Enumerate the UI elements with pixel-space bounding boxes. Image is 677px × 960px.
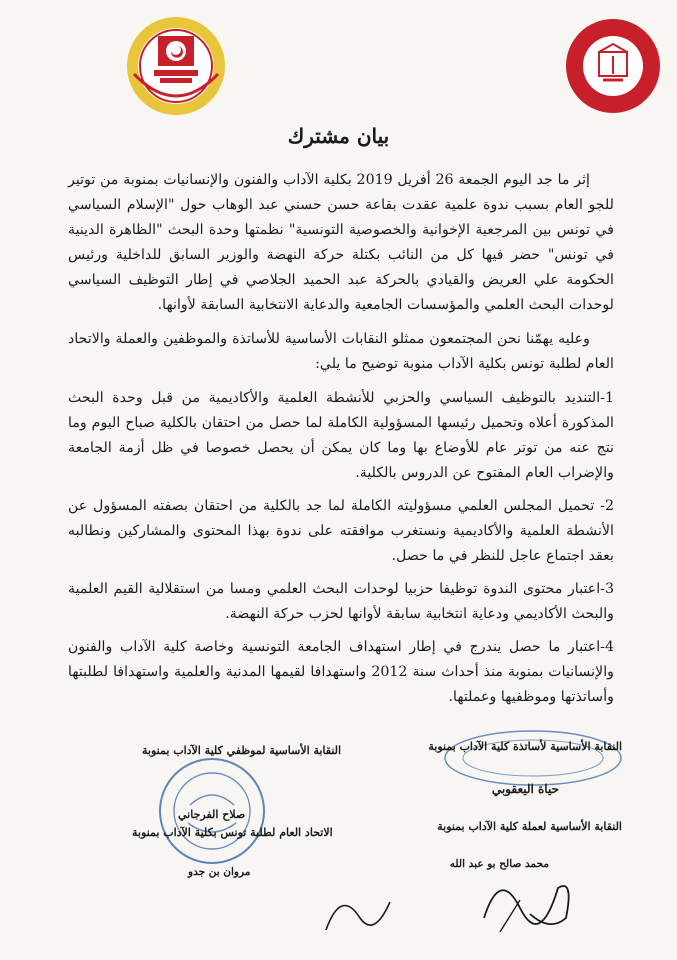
signature-teachers-union: النقابة الأساسية لأساتذة كلية الآداب بمنوبة [428, 740, 622, 753]
handwritten-signature-icon [316, 878, 406, 948]
signature-name-salah: صلاح الفرجاني [178, 808, 246, 821]
document-body [68, 168, 614, 718]
list-item: 2- تحميل المجلس العلمي مسؤوليته الكاملة لما جد بالكلية من احتقان بصفته المسؤول عن الأنشطة العلمية والأكاديمية ونستغرب موافقته على ندوة بهذا المحتوى والمشاركين ونطالبه بعقد اجتماع عاجل للنظر في ما حصل. [68, 498, 614, 564]
intro-paragraph: إثر ما جد اليوم الجمعة 26 أفريل 2019 بكلية الآداب والفنون والإنسانيات بمنوبة من توتير للجو العام بسبب ندوة علمية عقدت بقاعة حسن حسني عبد الوهاب حول "الإسلام السياسي في تونس بين المرجعية الإخوانية والخصوصية التونسية" نظمتها وحدة البحث "الظاهرة الدينية في تونس" حضر فيها كل من النائب بكتلة حركة النهضة والوزير السابق للداخلية ورئيس الحكومة علي العريض والقيادي بالحركة عبد الحميد الجلاصي في إطار التوظيف السياسي لوحدات البحث العلمي والمؤسسات الجامعية والدعاية الانتخابية السابقة لأوانها. [68, 172, 614, 313]
signature-name-marwan: مروان بن جدو [188, 866, 251, 878]
signature-staff-union: النقابة الأساسية لموظفي كلية الآداب بمنوبة [142, 744, 342, 757]
uget-logo-icon [563, 16, 663, 116]
list-item: 3-اعتبار محتوى الندوة توظيفا حزبيا لوحدات البحث العلمي ومسا من استقلالية القيم العلمية والبحث الأكاديمي ودعاية انتخابية سابقة لأوانها لحزب حركة النهضة. [68, 581, 614, 622]
signature-name-mohamed: محمد صالح بو عبد الله [449, 858, 549, 870]
signature-students-union: الاتحاد العام لطلبة تونس بكلية الآداب بمنوبة [132, 826, 333, 839]
stamp-teachers-icon [438, 727, 628, 789]
ugtt-logo-icon [124, 14, 228, 118]
list-item: 1-التنديد بالتوظيف السياسي والحزبي للأنشطة العلمية والأكاديمية من قبل وحدة البحث المذكورة أعلاه وتحميل رئيسها المسؤولية الكاملة لما حصل من احتقان بالكلية صباح اليوم وما نتج عنه من توتر عام للأوضاع بها وما كان يمكن أن يحصل خصوصا في ظل أزمة الجامعة والإضراب العام المفتوح عن الدروس بالكلية. [68, 390, 614, 481]
document-title: بيان مشترك [287, 124, 390, 148]
signature-name-hayat: حياة اليعقوبي [491, 782, 559, 796]
list-item: 4-اعتبار ما حصل يندرج في إطار استهداف الجامعة التونسية وخاصة كلية الآداب والفنون والإنسانيات بمنوبة منذ أحداث سنة 2012 واستهدافا لقيمها المدنية والعلمية واستهدافا لطلبتها وأساتذتها وموظفيها وعملتها. [68, 639, 614, 705]
statement-paragraph: وعليه يهمّنا نحن المجتمعون ممثلو النقابات الأساسية للأساتذة والموظفين والعملة والاتحاد العام لطلبة تونس بكلية الآداب منوبة توضيح ما يلي: [68, 331, 614, 372]
signature-workers-union: النقابة الأساسية لعملة كلية الآداب بمنوبة [437, 820, 622, 833]
